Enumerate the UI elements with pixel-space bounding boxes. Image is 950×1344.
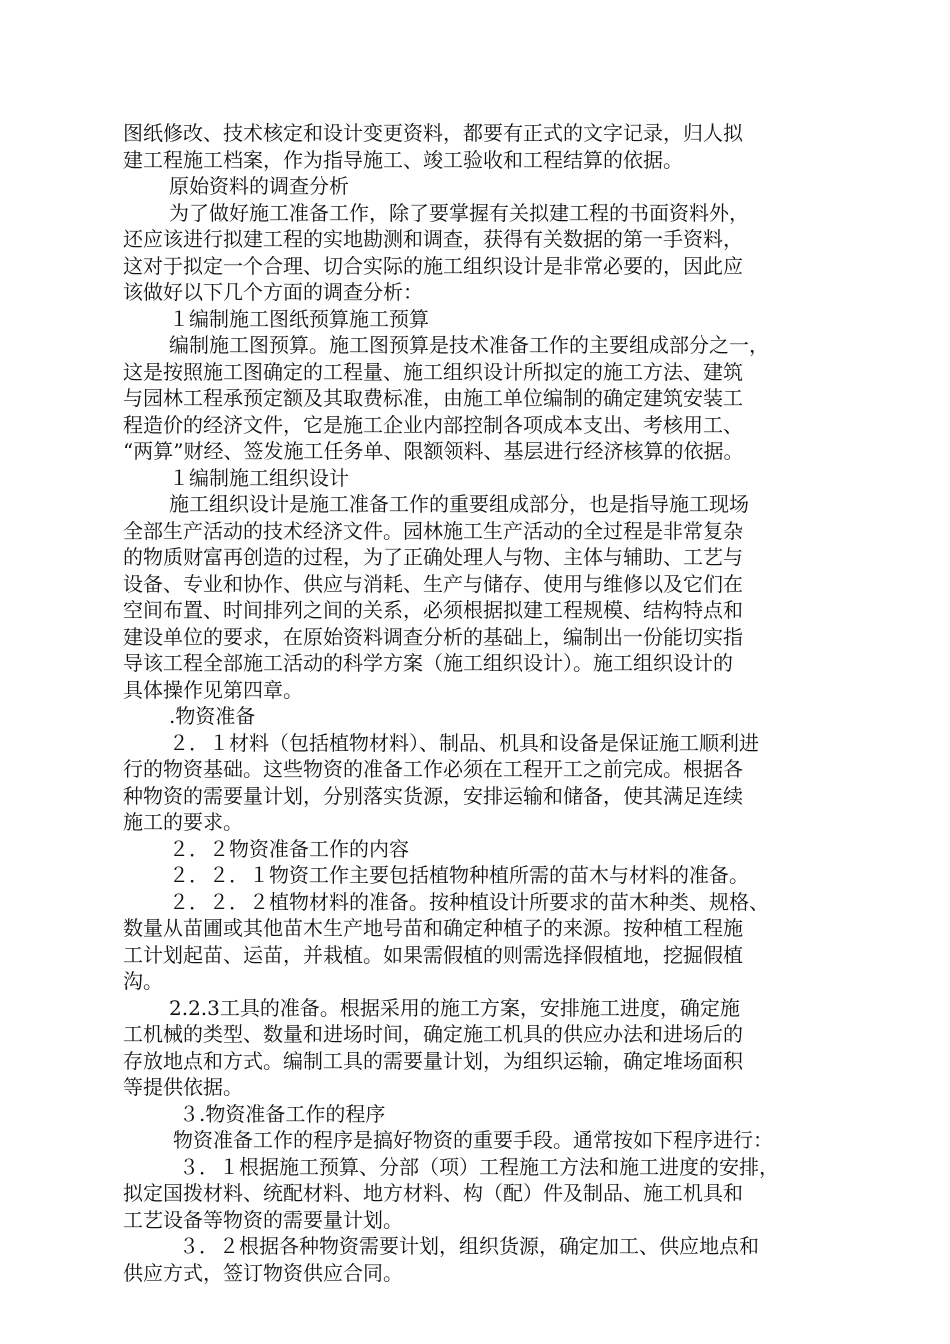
document-page: [123, 120, 833, 1286]
text-line: 沟。: [123, 969, 163, 993]
text-line: 为了做好施工准备工作，除了要掌握有关拟建工程的书面资料外，: [169, 200, 749, 225]
text-line: ２．２．１物资工作主要包括植物种植所需的苗木与材料的准备。: [169, 863, 749, 887]
text-line: 数量从苗圃或其他苗木生产地号苗和确定种植子的来源。按种植工程施: [123, 916, 743, 940]
section-heading: [123, 306, 833, 333]
text-line: 空间布置、时间排列之间的关系，必须根据拟建工程规模、结构特点和: [123, 598, 743, 622]
paragraph: [123, 491, 833, 703]
text-line: 的物质财富再创造的过程，为了正确处理人与物、主体与辅助、工艺与: [123, 545, 743, 569]
text-line: 设备、专业和协作、供应与消耗、生产与储存、使用与维修以及它们在: [123, 571, 743, 596]
paragraph: [123, 332, 833, 465]
paragraph: [123, 200, 833, 306]
section-heading: [123, 836, 833, 863]
text-line: 拟定国拨材料、统配材料、地方材料、构（配）件及制品、施工机具和: [123, 1181, 743, 1205]
text-line: ３．２根据各种物资需要计划，组织货源，确定加工、供应地点和: [179, 1234, 759, 1258]
text-line: 程造价的经济文件，它是施工企业内部控制各项成本支出、考核用工、: [123, 412, 743, 437]
text-line: .物资准备: [169, 704, 256, 728]
text-line: １编制施工图纸预算施工预算: [169, 306, 429, 331]
text-line: 种物资的需要量计划，分别落实货源，安排运输和储备，使其满足连续: [123, 783, 743, 808]
paragraph: [123, 1154, 833, 1234]
text-line: 全部生产活动的技术经济文件。园林施工生产活动的全过程是非常复杂: [123, 518, 743, 543]
paragraph: [123, 1233, 833, 1286]
text-line: 原始资料的调查分析: [169, 174, 349, 198]
section-heading: [123, 1101, 833, 1128]
text-line: ３．１根据施工预算、分部（项）工程施工方法和施工进度的安排，: [179, 1154, 779, 1179]
paragraph: [123, 862, 833, 889]
paragraph: [123, 889, 833, 995]
text-line: 具体操作见第四章。: [123, 677, 303, 702]
text-line: １编制施工组织设计: [169, 465, 349, 490]
paragraph: [123, 995, 833, 1101]
text-line: 供应方式，签订物资供应合同。: [123, 1260, 403, 1285]
text-line: 工计划起苗、运苗，并栽植。如果需假植的则需选择假植地，挖掘假植: [123, 942, 743, 967]
text-line: 行的物资基础。这些物资的准备工作必须在工程开工之前完成。根据各: [123, 757, 743, 781]
text-line: 等提供依据。: [123, 1075, 243, 1099]
text-line: ３.物资准备工作的程序: [179, 1101, 386, 1126]
text-line: 施工组织设计是施工准备工作的重要组成部分，也是指导施工现场: [169, 492, 749, 516]
text-line: 与园林工程承预定额及其取费标准，由施工单位编制的确定建筑安装工: [123, 386, 743, 410]
text-line: 这对于拟定一个合理、切合实际的施工组织设计是非常必要的，因此应: [123, 253, 743, 278]
text-line: ２．２．２植物材料的准备。按种植设计所要求的苗木种类、规格、: [169, 889, 769, 914]
text-line: ２．２物资准备工作的内容: [169, 836, 409, 861]
section-heading: [123, 173, 833, 200]
text-line: 建工程施工档案，作为指导施工、竣工验收和工程结算的依据。: [123, 147, 683, 172]
text-line: 该做好以下几个方面的调查分析：: [123, 280, 423, 304]
text-line: ２．１材料（包括植物材料）、制品、机具和设备是保证施工顺利进: [169, 730, 759, 755]
text-line: 还应该进行拟建工程的实地勘测和调查，获得有关数据的第一手资料，: [123, 227, 743, 251]
text-line: 物资准备工作的程序是搞好物资的重要手段。通常按如下程序进行：: [173, 1128, 773, 1152]
text-line: 2.2.3工具的准备。根据采用的施工方案，安排施工进度，确定施: [169, 995, 740, 1020]
text-line: 工机械的类型、数量和进场时间，确定施工机具的供应办法和进场后的: [123, 1022, 743, 1046]
section-heading: [123, 465, 833, 492]
text-line: 建设单位的要求，在原始资料调查分析的基础上，编制出一份能切实指: [123, 624, 743, 649]
paragraph: [123, 730, 833, 836]
text-line: 这是按照施工图确定的工程量、施工组织设计所拟定的施工方法、建筑: [123, 359, 743, 384]
text-line: 编制施工图预算。施工图预算是技术准备工作的主要组成部分之一，: [169, 333, 769, 357]
paragraph: [123, 120, 833, 173]
text-line: 工艺设备等物资的需要量计划。: [123, 1207, 403, 1232]
text-line: “两算”财经、签发施工任务单、限额领料、基层进行经济核算的依据。: [123, 439, 744, 463]
text-line: 存放地点和方式。编制工具的需要量计划，为组织运输，确定堆场面积: [123, 1048, 743, 1073]
section-heading: [123, 703, 833, 730]
paragraph: [123, 1127, 833, 1154]
text-line: 图纸修改、技术核定和设计变更资料，都要有正式的文字记录，归人拟: [123, 121, 743, 145]
text-line: 导该工程全部施工活动的科学方案（施工组织设计）。施工组织设计的: [123, 651, 733, 675]
text-line: 施工的要求。: [123, 810, 243, 834]
